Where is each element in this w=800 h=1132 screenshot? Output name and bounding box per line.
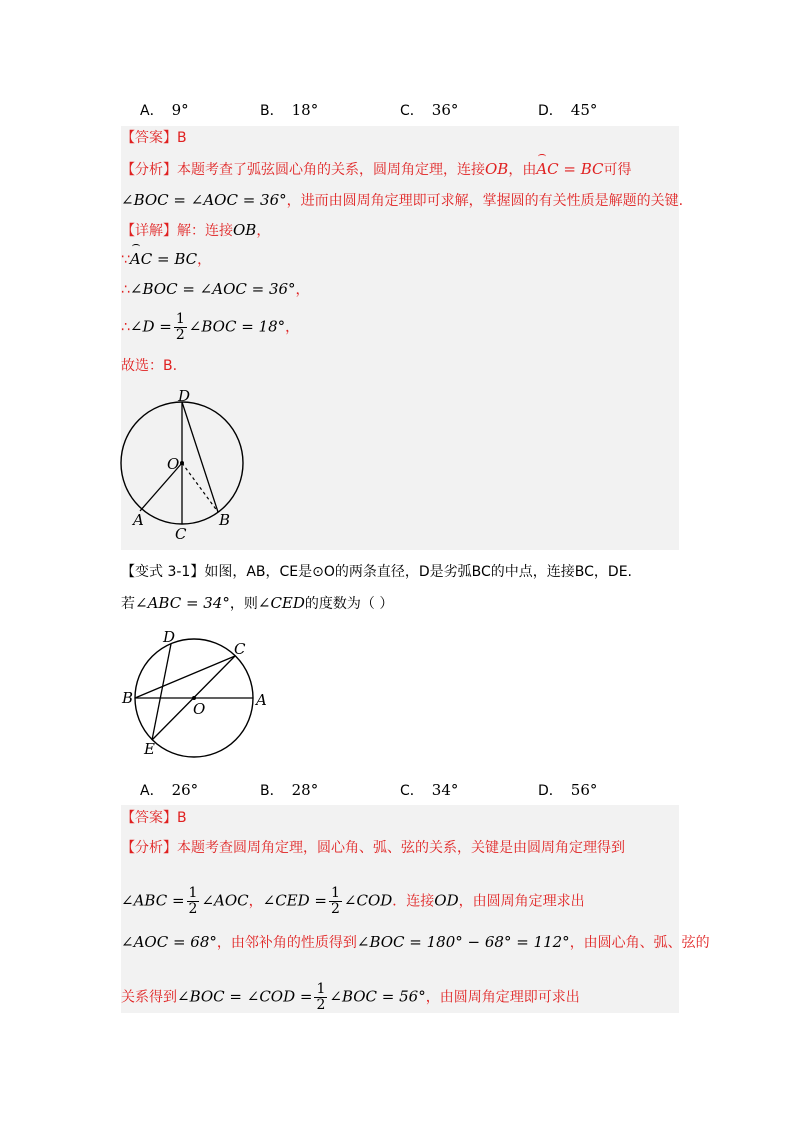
q2-analysis-line4: 关系得到∠BOC = ∠COD = $\frac{1}{2}$ ∠BOC = 56°，由圆周角定理即可求出 bbox=[121, 981, 580, 1013]
segment-db bbox=[182, 402, 218, 512]
label-a: A bbox=[133, 511, 144, 529]
q1-option-c: C． 36° bbox=[400, 101, 459, 119]
q1-analysis-line1: 【分析】本题考查了弧弦圆心角的关系，圆周角定理，连接OB，由AC = BC可得 bbox=[121, 157, 632, 182]
q2-option-c: C． 34° bbox=[400, 781, 459, 799]
label-o-2: O bbox=[193, 700, 206, 718]
q2-option-a: A． 26° bbox=[140, 781, 199, 799]
q2-fraction-1: $\frac{1}{2}$ bbox=[188, 885, 198, 917]
q1-step1: ∵AC = BC， bbox=[121, 247, 211, 272]
label-c-2: C bbox=[234, 640, 246, 658]
q1-choice: 故选：B. bbox=[121, 358, 178, 374]
center-point bbox=[180, 461, 184, 465]
q1-answer: 【答案】B bbox=[121, 130, 187, 146]
q2-option-b: B． 28° bbox=[260, 781, 319, 799]
q2-circle-figure bbox=[118, 628, 268, 758]
q2-answer: 【答案】B bbox=[121, 810, 187, 826]
q2-fraction-2: $\frac{1}{2}$ bbox=[330, 885, 340, 917]
q2-analysis-line3: ∠AOC = 68°，由邻补角的性质得到∠BOC = 180° − 68° = 112°，由圆心角、弧、弦的 bbox=[121, 933, 710, 951]
label-e-2: E bbox=[144, 740, 155, 758]
q1-step3: ∴∠D = $\frac{1}{2}$ ∠BOC = 18°， bbox=[121, 311, 300, 343]
label-a-2: A bbox=[256, 691, 267, 709]
q1-option-b: B． 18° bbox=[260, 101, 319, 119]
q1-circle-figure bbox=[115, 385, 255, 545]
label-b-2: B bbox=[122, 689, 134, 707]
q2-question-line2: 若∠ABC = 34°，则∠CED的度数为（ ） bbox=[121, 594, 394, 612]
label-o: O bbox=[167, 455, 180, 473]
q1-step2: ∴∠BOC = ∠AOC = 36°， bbox=[121, 280, 310, 298]
q1-option-d: D． 45° bbox=[538, 101, 598, 119]
label-c: C bbox=[175, 525, 187, 543]
q2-option-d: D． 56° bbox=[538, 781, 598, 799]
q2-fraction-3: $\frac{1}{2}$ bbox=[316, 981, 326, 1013]
q2-analysis-line2: ∠ABC = $\frac{1}{2}$ ∠AOC，∠CED = $\frac{1}{2}$ ∠COD．连接OD，由圆周角定理求出 bbox=[121, 885, 585, 917]
q2-analysis-line1: 【分析】本题考查圆周角定理，圆心角、弧、弦的关系，关键是由圆周角定理得到 bbox=[121, 840, 625, 856]
label-d: D bbox=[178, 387, 191, 405]
label-d-2: D bbox=[163, 628, 176, 646]
chord-de bbox=[152, 644, 171, 740]
segment-ob-dashed bbox=[182, 463, 218, 512]
label-b: B bbox=[219, 511, 231, 529]
q2-question-line1: 【变式 3-1】如图，AB，CE是⊙O的两条直径，D是劣弧BC的中点，连接BC，DE. bbox=[121, 564, 633, 580]
chord-bc bbox=[135, 656, 235, 698]
q1-option-a: A． 9° bbox=[140, 101, 189, 119]
q1-analysis-line2: ∠BOC = ∠AOC = 36°，进而由圆周角定理即可求解，掌握圆的有关性质是解题的关键. bbox=[121, 191, 684, 209]
q1-fraction: $\frac{1}{2}$ bbox=[175, 311, 185, 343]
q1-detail: 【详解】解：连接OB， bbox=[121, 221, 271, 239]
